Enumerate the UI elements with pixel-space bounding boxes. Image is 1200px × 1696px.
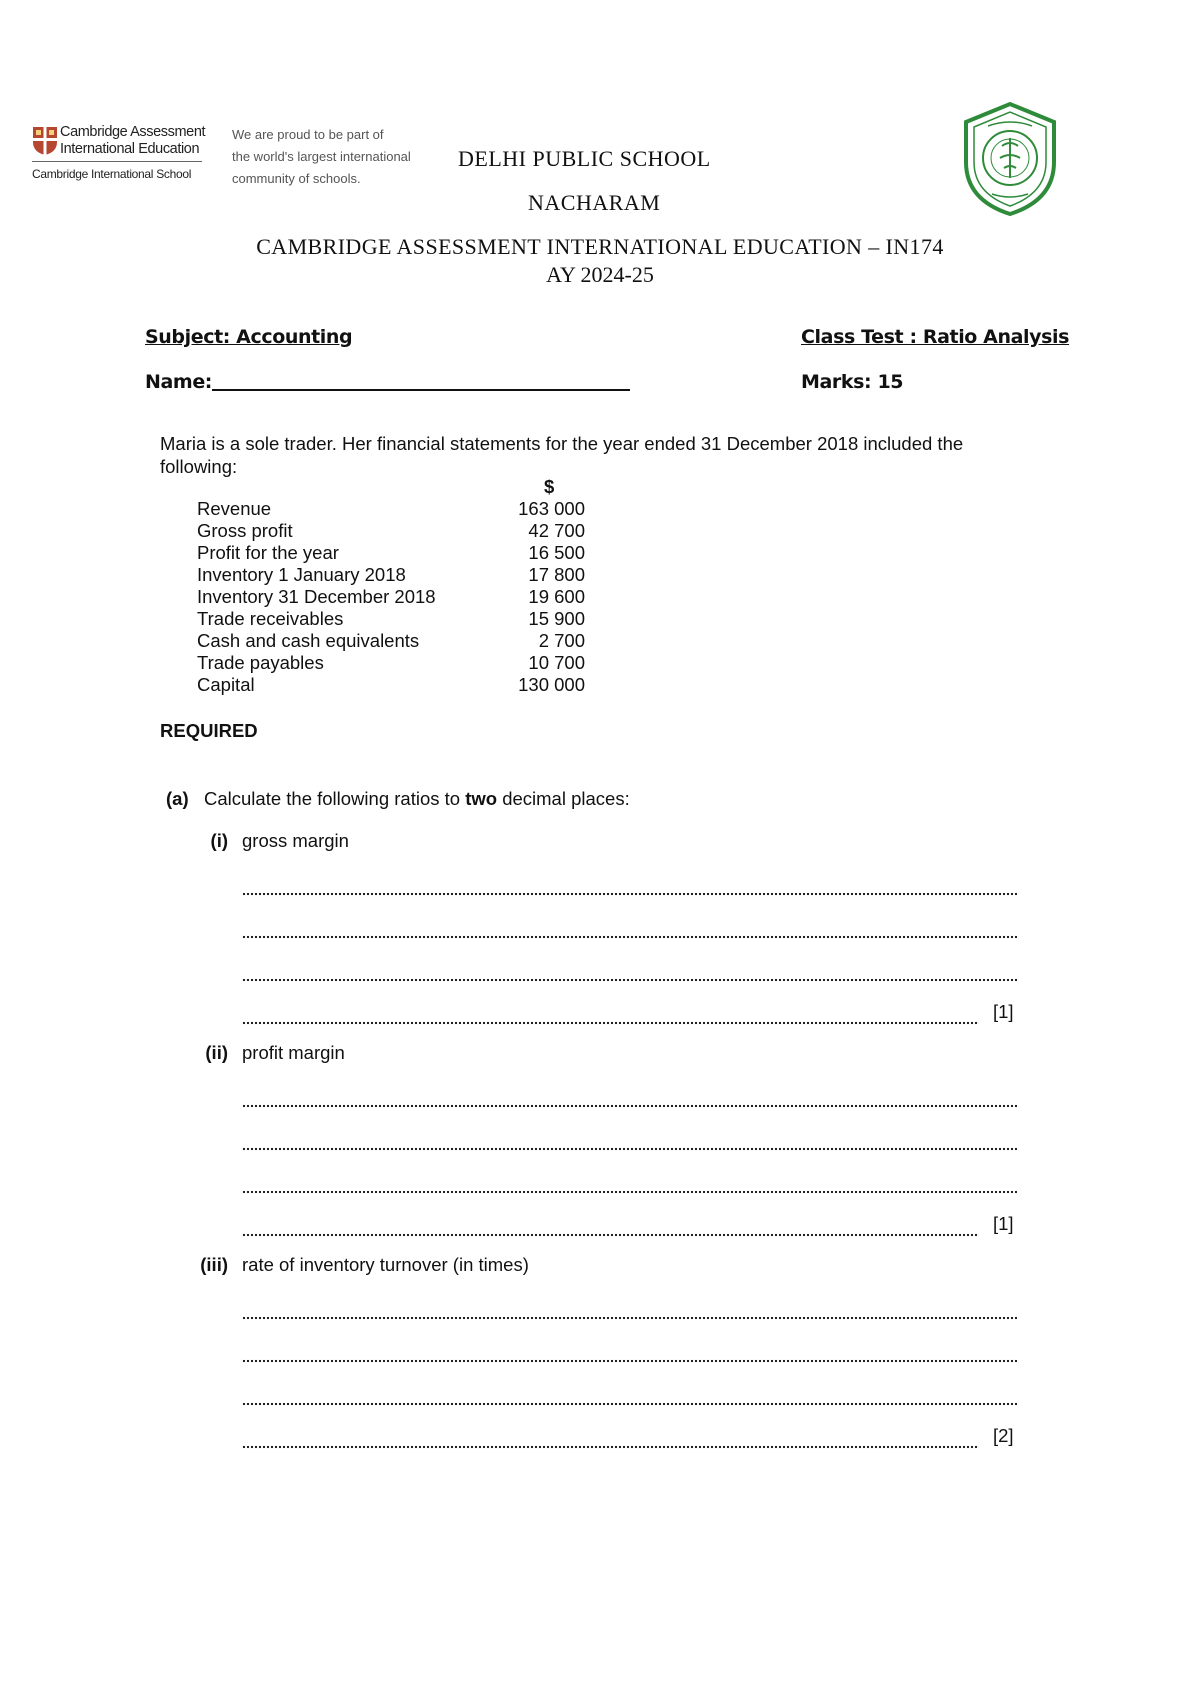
- answer-line[interactable]: [242, 1021, 979, 1025]
- answer-line[interactable]: [242, 1104, 1017, 1108]
- answer-line[interactable]: [242, 892, 1017, 896]
- proud-line-1: We are proud to be part of: [232, 127, 384, 142]
- answer-line[interactable]: [242, 1402, 1017, 1406]
- item-value: 2 700: [538, 630, 585, 651]
- answer-line[interactable]: [242, 1190, 1017, 1194]
- cambridge-logo: [32, 124, 207, 188]
- answer-line[interactable]: [242, 1445, 979, 1449]
- required-heading: REQUIRED: [160, 720, 258, 741]
- answer-line[interactable]: [242, 1147, 1017, 1151]
- school-location: NACHARAM: [528, 190, 661, 215]
- logo-divider: [32, 161, 202, 162]
- exam-title: CAMBRIDGE ASSESSMENT INTERNATIONAL EDUCATION – IN174: [256, 234, 944, 259]
- item-label: Trade payables: [197, 652, 324, 673]
- subpart-i-text: gross margin: [242, 830, 349, 851]
- school-name: DELHI PUBLIC SCHOOL: [458, 146, 711, 171]
- item-label: Inventory 1 January 2018: [197, 564, 406, 585]
- subpart-iii-marks: [2]: [993, 1425, 1014, 1446]
- item-value: 19 600: [528, 586, 585, 607]
- name-label: Name:: [145, 371, 213, 393]
- table-row: [197, 520, 585, 542]
- question-intro: Maria is a sole trader. Her financial statements for the year ended 31 December 2018 included the following:: [160, 433, 964, 477]
- item-label: Inventory 31 December 2018: [197, 586, 436, 607]
- answer-line[interactable]: [242, 978, 1017, 982]
- proud-line-3: community of schools.: [232, 171, 361, 186]
- item-label: Trade receivables: [197, 608, 344, 629]
- table-row: [197, 498, 585, 520]
- answer-line[interactable]: [242, 1316, 1017, 1320]
- currency-header: $: [544, 476, 555, 497]
- part-a-instruction: [204, 788, 630, 810]
- cambridge-shield-icon: [32, 126, 58, 156]
- subpart-ii-marks: [1]: [993, 1213, 1014, 1234]
- subpart-iii-text: rate of inventory turnover (in times): [242, 1254, 529, 1275]
- subpart-iii-label: (iii): [200, 1254, 228, 1275]
- subpart-ii-label: (ii): [205, 1042, 228, 1063]
- item-value: 42 700: [528, 520, 585, 541]
- part-a-text-2: decimal places:: [497, 788, 630, 809]
- table-row: [197, 542, 585, 564]
- cambridge-logo-line1: Cambridge Assessment: [60, 124, 206, 140]
- subpart-i-label: (i): [210, 830, 228, 851]
- dps-school-emblem-icon: [958, 100, 1062, 218]
- marks-label: Marks: 15: [801, 371, 904, 393]
- item-label: Capital: [197, 674, 255, 695]
- answer-line[interactable]: [242, 1233, 979, 1237]
- table-row: [197, 652, 585, 674]
- item-label: Gross profit: [197, 520, 293, 541]
- item-value: 163 000: [518, 498, 585, 519]
- name-fill-line[interactable]: [212, 389, 630, 391]
- subpart-ii-text: profit margin: [242, 1042, 345, 1063]
- answer-line[interactable]: [242, 1359, 1017, 1363]
- class-test-label: Class Test : Ratio Analysis: [801, 326, 1070, 348]
- table-row: [197, 630, 585, 652]
- proud-line-2: the world's largest international: [232, 149, 411, 164]
- item-label: Cash and cash equivalents: [197, 630, 420, 651]
- item-label: Profit for the year: [197, 542, 339, 563]
- table-row: [197, 586, 585, 608]
- academic-year: AY 2024-25: [546, 262, 654, 287]
- proud-statement: [232, 124, 422, 190]
- item-value: 10 700: [528, 652, 585, 673]
- part-a-label: (a): [166, 788, 189, 809]
- item-value: 15 900: [528, 608, 585, 629]
- cambridge-logo-school: Cambridge International School: [32, 167, 192, 181]
- table-row: [197, 674, 585, 696]
- item-value: 16 500: [528, 542, 585, 563]
- item-label: Revenue: [197, 498, 272, 519]
- subject-label: Subject: Accounting: [145, 326, 353, 348]
- subpart-i-marks: [1]: [993, 1001, 1014, 1022]
- part-a-text-1: Calculate the following ratios to: [204, 788, 466, 809]
- cambridge-logo-line2: International Education: [60, 141, 200, 157]
- table-row: [197, 564, 585, 586]
- answer-line[interactable]: [242, 935, 1017, 939]
- table-row: [197, 608, 585, 630]
- item-value: 17 800: [528, 564, 585, 585]
- part-a-text-bold: two: [465, 788, 498, 809]
- item-value: 130 000: [518, 674, 585, 695]
